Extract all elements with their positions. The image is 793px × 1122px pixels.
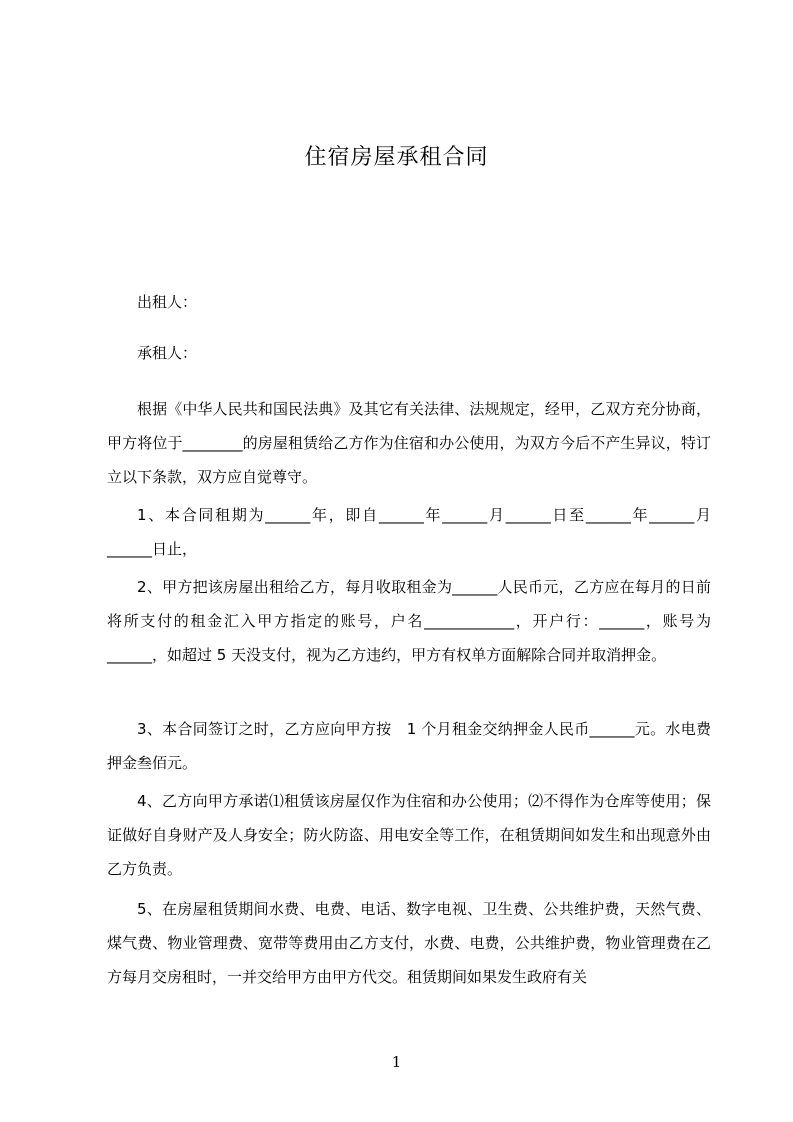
clause-3-deposit: 3、本合同签订之时，乙方应向甲方按 1 个月租金交纳押金人民币______元。水电费押金叁佰元。: [107, 720, 711, 772]
clause-2-rent: 2、甲方把该房屋出租给乙方，每月收取租金为______人民币元，乙方应在每月的日前将所支付的租金汇入甲方指定的账号，户名____________，开户行：______，账号为______，如超过 5 天没支付，视为乙方违约，甲方有权单方面解除合同并取消押金。: [107, 578, 711, 664]
preamble-paragraph: 根据《中华人民共和国民法典》及其它有关法律、法规规定，经甲，乙双方充分协商，甲方将位于________的房屋租赁给乙方作为住宿和办公使用，为双方今后不产生异议，特订立以下条款，双方应自觉尊守。: [107, 400, 711, 486]
clause-5-fees: 5、在房屋租赁期间水费、电费、电话、数字电视、卫生费、公共维护费，天然气费、煤气费、物业管理费、宽带等费用由乙方支付，水费、电费，公共维护费，物业管理费在乙方每月交房租时，一并交给甲方由甲方代交。租赁期间如果发生政府有关: [107, 900, 711, 986]
lessor-label: 出租人：: [137, 293, 198, 311]
contract-title: 住宿房屋承租合同: [304, 145, 489, 170]
clause-4-commitment: 4、乙方向甲方承诺⑴租赁该房屋仅作为住宿和办公使用；⑵不得作为仓库等使用；保证做好自身财产及人身安全；防火防盗、用电安全等工作，在租赁期间如发生和出现意外由乙方负责。: [107, 792, 711, 878]
clause-1-term: 1、本合同租期为______年，即自______年______月______日至______年______月______日止，: [107, 506, 711, 558]
page-number: 1: [391, 1053, 402, 1071]
lessee-label: 承租人：: [137, 344, 198, 362]
